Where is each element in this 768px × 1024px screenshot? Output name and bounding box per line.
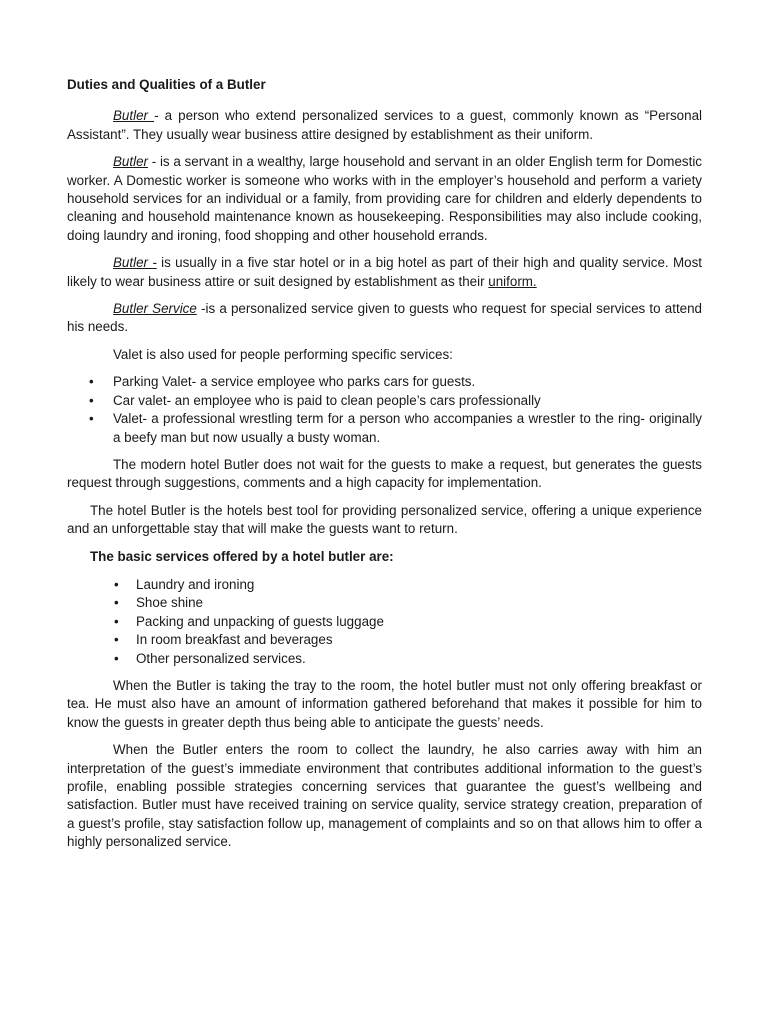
paragraph-butler-service xyxy=(67,300,702,337)
list-item: • Packing and unpacking of guests luggage xyxy=(67,613,702,631)
list-item: • Shoe shine xyxy=(67,594,702,612)
term-butler: Butler xyxy=(113,108,155,124)
list-item: • Valet- a professional wrestling term for a person who accompanies a wrestler to the ring- originally a beefy man but now usually a busty woman. xyxy=(67,410,702,447)
paragraph-butler-definition xyxy=(67,107,702,144)
paragraph-laundry: When the Butler enters the room to collect the laundry, he also carries away with him an interpretation of the guest’s immediate environment that contributes additional information to the guest’s profile, enabling possible strategies concerning services that guarantee the guest’s wellbeing and satisfaction. Butler must have received training on service quality, service strategy creation, preparation of a guest’s profile, stay satisfaction follow up, management of complaints and so on that allows him to offer a highly personalized service. xyxy=(67,742,702,850)
list-item: • Parking Valet- a service employee who parks cars for guests. xyxy=(67,373,702,391)
paragraph-text: - a person who extend personalized services to a guest, commonly known as “Personal Assistant”. They usually wear business attire designed by establishment as their uniform. xyxy=(67,108,702,142)
term-butler-service: Butler Service xyxy=(113,301,197,317)
paragraph-valet-intro: Valet is also used for people performing specific services: xyxy=(113,346,453,362)
services-heading: The basic services offered by a hotel butler are: xyxy=(90,548,394,564)
paragraph-butler-hotel xyxy=(67,254,702,291)
term-butler: Butler - xyxy=(113,255,157,271)
paragraph-hotel-butler: The hotel Butler is the hotels best tool for providing personalized service, offering a unique experience and an unforgettable stay that will make the guests want to return. xyxy=(67,502,702,537)
paragraph-text: -is a personalized service given to guests who request for special services to attend his needs. xyxy=(67,301,703,335)
term-butler: Butler xyxy=(113,154,148,170)
services-list xyxy=(67,576,702,668)
paragraph-modern-butler: The modern hotel Butler does not wait for the guests to make a request, but generates the guests request through suggestions, comments and a high capacity for implementation. xyxy=(67,456,702,491)
paragraph-text: is usually in a five star hotel or in a big hotel as part of their high and quality service. Most likely to wear business attire or suit designed by establishment as their xyxy=(67,255,702,289)
list-item: • In room breakfast and beverages xyxy=(67,631,702,649)
valet-list xyxy=(67,373,702,447)
list-item: • Laundry and ironing xyxy=(67,576,702,594)
document-title: Duties and Qualities of a Butler xyxy=(67,77,266,92)
list-item: • Car valet- an employee who is paid to clean people’s cars professionally xyxy=(67,392,702,410)
list-item: • Other personalized services. xyxy=(67,650,702,668)
paragraph-text: - is a servant in a wealthy, large household and servant in an older English term for Domestic worker. A Domestic worker is someone who works with in the employer’s household and perform a variety household services for an individual or a family, from providing care for children and elderly dependents to cleaning and household maintenance known as housekeeping. Responsibilities may also include cooking, doing laundry and ironing, food shopping and other household errands. xyxy=(67,154,702,243)
term-uniform: uniform. xyxy=(488,273,537,289)
paragraph-tray: When the Butler is taking the tray to the room, the hotel butler must not only offering breakfast or tea. He must also have an amount of information gathered beforehand that makes it possible for him to know the guests in greater depth thus being able to anticipate the guests’ needs. xyxy=(67,677,702,730)
paragraph-butler-servant xyxy=(67,153,702,245)
